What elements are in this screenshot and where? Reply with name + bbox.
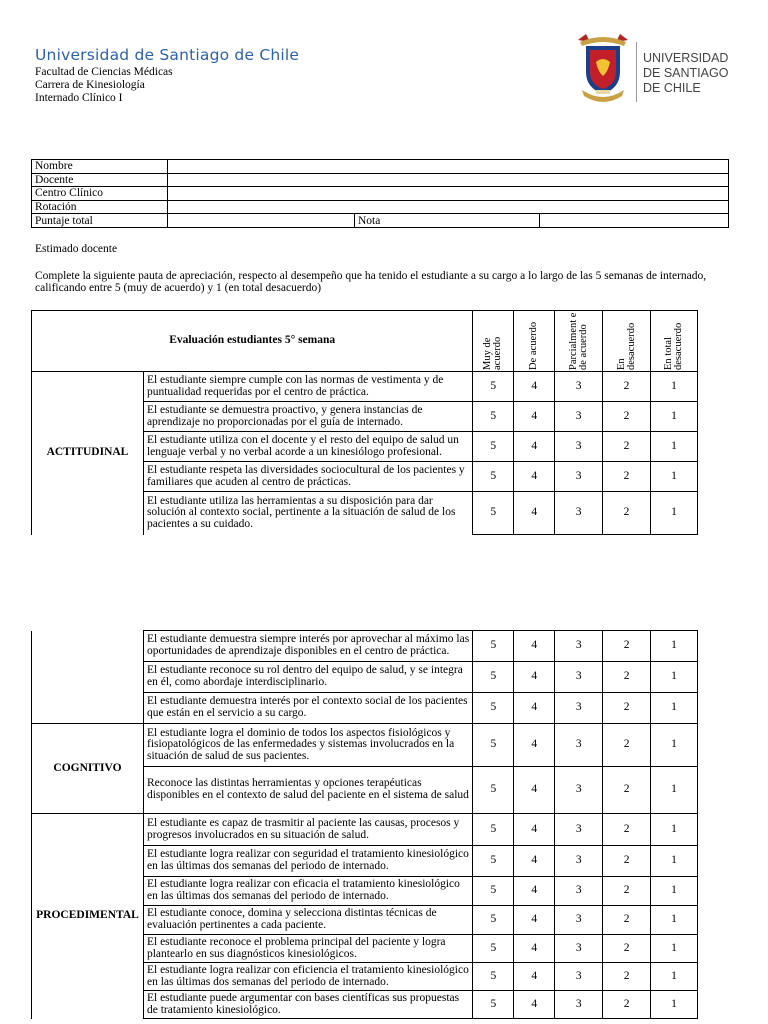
col-en-total-desacuerdo: En total desacuerdo <box>651 311 698 372</box>
score-4[interactable]: 4 <box>514 662 555 693</box>
score-5[interactable]: 5 <box>473 631 514 662</box>
table-header-row <box>32 311 698 372</box>
score-2[interactable]: 2 <box>603 662 651 693</box>
score-1[interactable]: 1 <box>651 693 698 724</box>
score-2[interactable]: 2 <box>603 814 651 846</box>
table-row <box>32 631 698 662</box>
score-3[interactable]: 3 <box>555 402 603 432</box>
criterion: El estudiante logra realizar con seguridad el tratamiento kinesiológico en las últimas dos semanas del periodo de internado. <box>143 846 472 877</box>
criterion: El estudiante conoce, domina y selecciona distintas técnicas de evaluación pertinentes a cada paciente. <box>143 906 472 935</box>
logo-wordmark: UNIVERSIDAD DE SANTIAGO DE CHILE <box>643 51 729 95</box>
score-5[interactable]: 5 <box>473 432 514 462</box>
score-4[interactable]: 4 <box>514 963 555 991</box>
score-4[interactable]: 4 <box>514 372 555 402</box>
label-docente: Docente <box>32 173 168 187</box>
career-line: Carrera de Kinesiología <box>35 79 145 91</box>
score-1[interactable]: 1 <box>651 432 698 462</box>
score-2[interactable]: 2 <box>603 935 651 963</box>
score-1[interactable]: 1 <box>651 846 698 877</box>
score-2[interactable]: 2 <box>603 492 651 535</box>
criterion: El estudiante utiliza las herramientas a su disposición para dar solución al contexto social, pertinente a la situación de salud de los pacientes a su cuidado. <box>143 492 472 535</box>
score-1[interactable]: 1 <box>651 963 698 991</box>
score-3[interactable]: 3 <box>555 814 603 846</box>
score-4[interactable]: 4 <box>514 693 555 724</box>
score-2[interactable]: 2 <box>603 631 651 662</box>
row-centro <box>32 187 729 201</box>
score-5[interactable]: 5 <box>473 906 514 935</box>
score-3[interactable]: 3 <box>555 877 603 906</box>
value-nota[interactable] <box>540 214 729 228</box>
score-2[interactable]: 2 <box>603 963 651 991</box>
evaluation-table-page2 <box>31 630 698 1019</box>
col-muy-de-acuerdo: Muy de acuerdo <box>473 311 514 372</box>
score-2[interactable]: 2 <box>603 846 651 877</box>
label-centro: Centro Clínico <box>32 187 168 201</box>
category-actitudinal-continued <box>32 631 144 724</box>
score-1[interactable]: 1 <box>651 372 698 402</box>
label-nota: Nota <box>355 214 540 228</box>
table-row <box>32 724 698 767</box>
criterion: El estudiante logra el dominio de todos los aspectos fisiológicos y fisiopatológicos de las enfermedades y sistemas involucrados en la situación de salud de sus pacientes. <box>143 724 472 767</box>
score-2[interactable]: 2 <box>603 724 651 767</box>
score-4[interactable]: 4 <box>514 462 555 492</box>
value-nombre[interactable] <box>168 160 729 174</box>
course-line: Internado Clínico I <box>35 92 123 104</box>
score-3[interactable]: 3 <box>555 631 603 662</box>
score-2[interactable]: 2 <box>603 906 651 935</box>
score-3[interactable]: 3 <box>555 492 603 535</box>
table-row <box>32 814 698 846</box>
score-1[interactable]: 1 <box>651 991 698 1019</box>
category-procedimental: PROCEDIMENTAL <box>32 814 144 1019</box>
score-3[interactable]: 3 <box>555 906 603 935</box>
score-5[interactable]: 5 <box>473 693 514 724</box>
score-3[interactable]: 3 <box>555 963 603 991</box>
criterion: El estudiante respeta las diversidades sociocultural de los pacientes y familiares que acuden al centro de prácticas. <box>143 462 472 492</box>
score-1[interactable]: 1 <box>651 814 698 846</box>
score-2[interactable]: 2 <box>603 877 651 906</box>
score-3[interactable]: 3 <box>555 935 603 963</box>
score-4[interactable]: 4 <box>514 631 555 662</box>
category-cognitivo: COGNITIVO <box>32 724 144 814</box>
score-5[interactable]: 5 <box>473 724 514 767</box>
score-4[interactable]: 4 <box>514 432 555 462</box>
row-rotacion <box>32 200 729 214</box>
label-puntaje: Puntaje total <box>32 214 168 228</box>
score-2[interactable]: 2 <box>603 693 651 724</box>
score-3[interactable]: 3 <box>555 767 603 814</box>
criterion: El estudiante reconoce el problema principal del paciente y logra plantearlo en sus diagnósticos kinesiológicos. <box>143 935 472 963</box>
value-centro[interactable] <box>168 187 729 201</box>
value-rotacion[interactable] <box>168 200 729 214</box>
score-4[interactable]: 4 <box>514 906 555 935</box>
score-5[interactable]: 5 <box>473 492 514 535</box>
score-5[interactable]: 5 <box>473 814 514 846</box>
score-4[interactable]: 4 <box>514 724 555 767</box>
col-en-desacuerdo: En desacuerdo <box>603 311 651 372</box>
criterion: El estudiante siempre cumple con las normas de vestimenta y de puntualidad requeridas por el centro de práctica. <box>143 372 472 402</box>
score-1[interactable]: 1 <box>651 402 698 432</box>
score-1[interactable]: 1 <box>651 906 698 935</box>
score-1[interactable]: 1 <box>651 877 698 906</box>
score-5[interactable]: 5 <box>473 662 514 693</box>
value-puntaje[interactable] <box>168 214 355 228</box>
table-title: Evaluación estudiantes 5° semana <box>32 311 473 372</box>
score-2[interactable]: 2 <box>603 767 651 814</box>
score-5[interactable]: 5 <box>473 877 514 906</box>
greeting: Estimado docente <box>35 243 118 255</box>
criterion: Reconoce las distintas herramientas y opciones terapéuticas disponibles en el contexto de salud del paciente en el sistema de salud <box>143 767 472 814</box>
score-5[interactable]: 5 <box>473 462 514 492</box>
score-4[interactable]: 4 <box>514 767 555 814</box>
score-4[interactable]: 4 <box>514 935 555 963</box>
criterion: El estudiante logra realizar con eficacia el tratamiento kinesiológico en las últimas dos semanas del periodo de internado. <box>143 877 472 906</box>
score-1[interactable]: 1 <box>651 935 698 963</box>
score-5[interactable]: 5 <box>473 935 514 963</box>
score-5[interactable]: 5 <box>473 991 514 1019</box>
score-3[interactable]: 3 <box>555 991 603 1019</box>
score-5[interactable]: 5 <box>473 963 514 991</box>
criterion: El estudiante puede argumentar con bases científicas sus propuestas de tratamiento kinesiológico. <box>143 991 472 1019</box>
criterion: El estudiante es capaz de trasmitir al paciente las causas, procesos y progresos involucrados en su situación de salud. <box>143 814 472 846</box>
criterion: El estudiante utiliza con el docente y el resto del equipo de salud un lenguaje verbal y no verbal acorde a un kinesiólogo profesional. <box>143 432 472 462</box>
row-puntaje <box>32 214 729 228</box>
instructions: Complete la siguiente pauta de apreciación, respecto al desempeño que ha tenido el estudiante a su cargo a lo largo de las 5 semanas de internado, calificando entre 5 (muy de acuerdo) y 1 (en total desacuerdo) <box>35 270 707 294</box>
university-name: Universidad de Santiago de Chile <box>35 46 300 64</box>
label-nombre: Nombre <box>32 160 168 174</box>
row-nombre <box>32 160 729 174</box>
score-2[interactable]: 2 <box>603 402 651 432</box>
coat-of-arms-icon <box>572 32 634 104</box>
score-1[interactable]: 1 <box>651 767 698 814</box>
score-2[interactable]: 2 <box>603 372 651 402</box>
label-rotacion: Rotación <box>32 200 168 214</box>
score-5[interactable]: 5 <box>473 767 514 814</box>
score-3[interactable]: 3 <box>555 462 603 492</box>
category-actitudinal: ACTITUDINAL <box>32 372 144 535</box>
score-3[interactable]: 3 <box>555 724 603 767</box>
value-docente[interactable] <box>168 173 729 187</box>
score-2[interactable]: 2 <box>603 432 651 462</box>
score-5[interactable]: 5 <box>473 846 514 877</box>
col-parcialmente: Parcialment e de acuerdo <box>555 311 603 372</box>
score-5[interactable]: 5 <box>473 402 514 432</box>
criterion: El estudiante reconoce su rol dentro del equipo de salud, y se integra en él, como abordaje interdisciplinario. <box>143 662 472 693</box>
score-3[interactable]: 3 <box>555 662 603 693</box>
score-4[interactable]: 4 <box>514 402 555 432</box>
evaluation-table-page1 <box>31 310 698 535</box>
score-1[interactable]: 1 <box>651 724 698 767</box>
score-1[interactable]: 1 <box>651 631 698 662</box>
score-3[interactable]: 3 <box>555 372 603 402</box>
score-3[interactable]: 3 <box>555 432 603 462</box>
score-4[interactable]: 4 <box>514 492 555 535</box>
score-1[interactable]: 1 <box>651 492 698 535</box>
score-4[interactable]: 4 <box>514 991 555 1019</box>
student-info-table <box>31 159 729 228</box>
criterion: El estudiante logra realizar con eficiencia el tratamiento kinesiológico en las últimas dos semanas del periodo de internado. <box>143 963 472 991</box>
score-1[interactable]: 1 <box>651 462 698 492</box>
score-2[interactable]: 2 <box>603 462 651 492</box>
score-2[interactable]: 2 <box>603 991 651 1019</box>
score-3[interactable]: 3 <box>555 846 603 877</box>
score-4[interactable]: 4 <box>514 846 555 877</box>
score-4[interactable]: 4 <box>514 877 555 906</box>
score-1[interactable]: 1 <box>651 662 698 693</box>
criterion: El estudiante demuestra interés por el contexto social de los pacientes que están en el servicio a su cargo. <box>143 693 472 724</box>
col-de-acuerdo: De acuerdo <box>514 311 555 372</box>
criterion: El estudiante se demuestra proactivo, y genera instancias de aprendizaje no proporcionadas por el guía de internado. <box>143 402 472 432</box>
table-row <box>32 372 698 402</box>
faculty-line: Facultad de Ciencias Médicas <box>35 66 173 78</box>
score-5[interactable]: 5 <box>473 372 514 402</box>
row-docente <box>32 173 729 187</box>
score-3[interactable]: 3 <box>555 693 603 724</box>
criterion: El estudiante demuestra siempre interés por aprovechar al máximo las oportunidades de aprendizaje disponibles en el centro de práctica. <box>143 631 472 662</box>
score-4[interactable]: 4 <box>514 814 555 846</box>
